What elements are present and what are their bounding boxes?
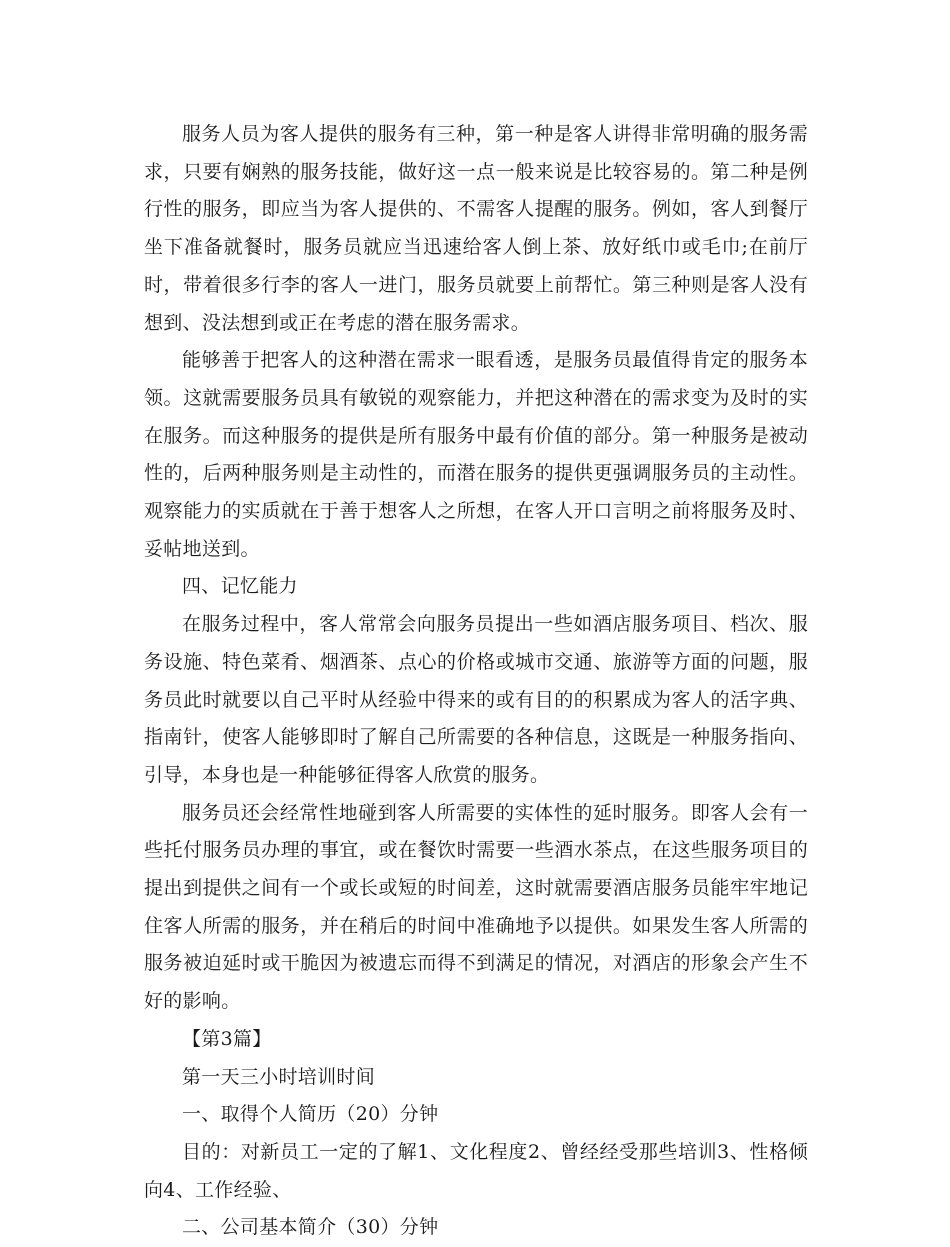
training-day-one-title: 第一天三小时培训时间 [182,1065,376,1088]
document-body [144,116,808,1247]
training-item-company-intro: 二、公司基本简介（30）分钟 [182,1216,439,1239]
section-heading-memory-ability: 四、记忆能力 [182,575,298,598]
paragraph-memory-questions: 在服务过程中，客人常常会向服务员提出一些如酒店服务项目、档次、服务设施、特色菜肴、烟酒茶、点心的价格或城市交通、旅游等方面的问题，服务员此时就要以自己平时从经验中得来的或有目的的积累成为客人的活字典、指南针，使客人能够即时了解自己所需要的各种信息，这既是一种服务指向、引导，本身也是一种能够征得客人欣赏的服务。 [144,613,808,786]
paragraph-delayed-service: 服务员还会经常性地碰到客人所需要的实体性的延时服务。即客人会有一些托付服务员办理的事宜，或在餐饮时需要一些酒水茶点，在这些服务项目的提出到提供之间有一个或长或短的时间差，这时就需要酒店服务员能牢牢地记住客人所需的服务，并在稍后的时间中准确地予以提供。如果发生客人所需的服务被迫延时或干脆因为被遗忘而得不到满足的情况，对酒店的形象会产生不好的影响。 [144,801,808,1013]
paragraph-service-types: 服务人员为客人提供的服务有三种，第一种是客人讲得非常明确的服务需求，只要有娴熟的服务技能，做好这一点一般来说是比较容易的。第二种是例行性的服务，即应当为客人提供的、不需客人提醒的服务。例如，客人到餐厅坐下准备就餐时，服务员就应当迅速给客人倒上茶、放好纸巾或毛巾;在前厅时，带着很多行李的客人一进门，服务员就要上前帮忙。第三种则是客人没有想到、没法想到或正在考虑的潜在服务需求。 [144,123,808,334]
training-item-resume: 一、取得个人简历（20）分钟 [182,1103,439,1126]
paragraph-observation-ability: 能够善于把客人的这种潜在需求一眼看透，是服务员最值得肯定的服务本领。这就需要服务员具有敏锐的观察能力，并把这种潜在的需求变为及时的实在服务。而这种服务的提供是所有服务中最有价值的部分。第一种服务是被动性的，后两种服务则是主动性的，而潜在服务的提供更强调服务员的主动性。观察能力的实质就在于善于想客人之所想，在客人开口言明之前将服务及时、妥帖地送到。 [144,349,808,560]
training-purpose: 目的：对新员工一定的了解1、文化程度2、曾经经受那些培训3、性格倾向4、工作经验、 [144,1140,808,1201]
chapter-heading-part-3: 【第3篇】 [182,1027,272,1050]
